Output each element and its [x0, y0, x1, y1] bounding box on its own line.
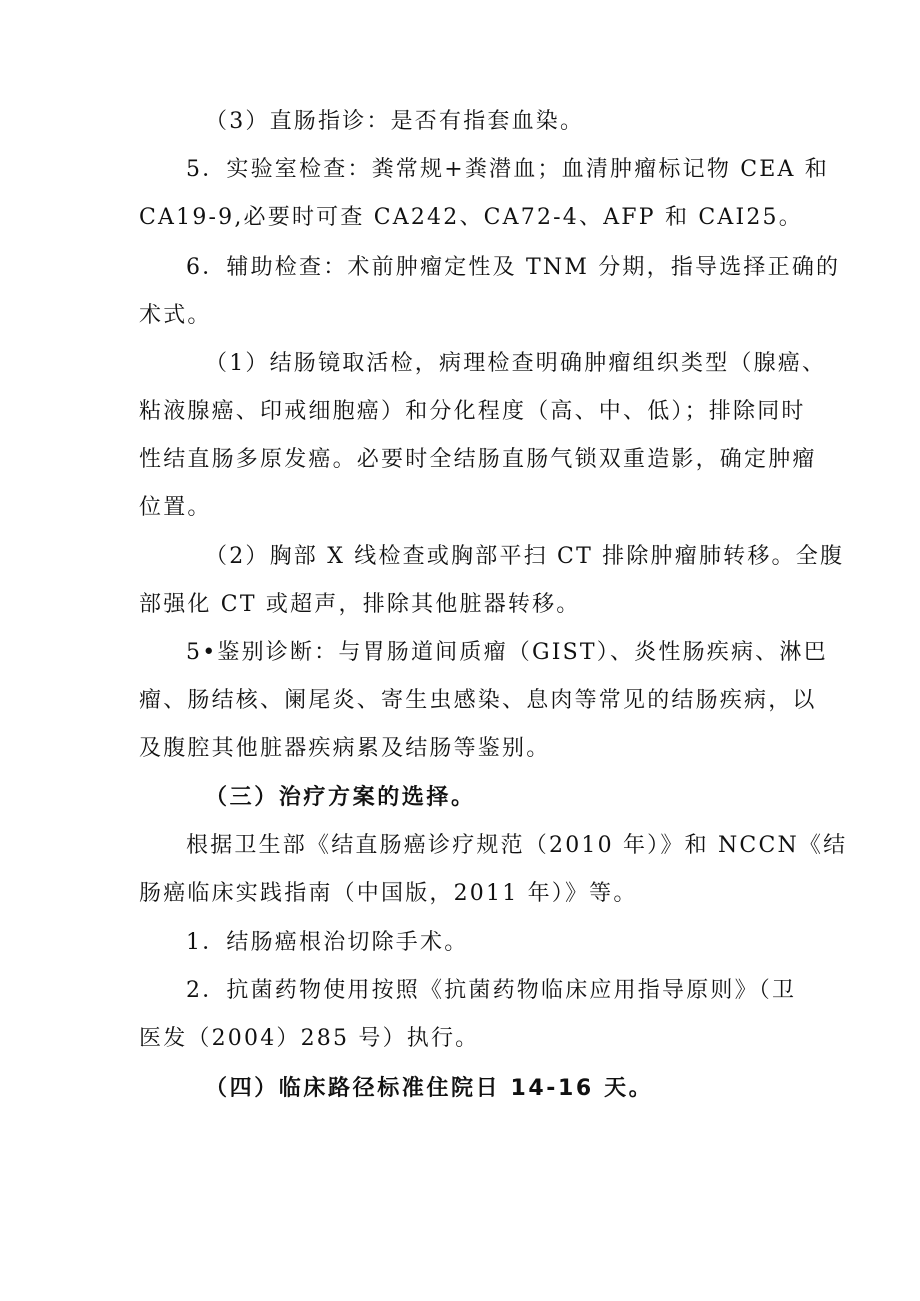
paragraph-colonoscopy-cont-3: 位置。: [139, 495, 212, 520]
paragraph-colonoscopy-cont-1: 粘液腺癌、印戒细胞癌）和分化程度（高、中、低）；排除同时: [139, 399, 806, 424]
paragraph-lab-tests-cont: CA19-9,必要时可查 CA242、CA72-4、AFP 和 CAI25。: [139, 205, 803, 230]
paragraph-treatment-basis-cont: 肠癌临床实践指南（中国版，2011 年）》等。: [139, 881, 638, 906]
paragraph-antibiotics: 2．抗菌药物使用按照《抗菌药物临床应用指导原则》（卫: [186, 978, 797, 1003]
paragraph-antibiotics-cont: 医发（2004）285 号）执行。: [139, 1026, 480, 1051]
paragraph-colonoscopy-cont-2: 性结直肠多原发癌。必要时全结肠直肠气锁双重造影，确定肿瘤: [139, 447, 817, 472]
paragraph-aux-exam: 6．辅助检查：术前肿瘤定性及 TNM 分期，指导选择正确的: [186, 255, 841, 280]
paragraph-lab-tests: 5．实验室检查：粪常规+粪潜血；血清肿瘤标记物 CEA 和: [186, 157, 829, 182]
paragraph-colonoscopy: （1）结肠镜取活检，病理检查明确肿瘤组织类型（腺癌、: [205, 351, 827, 376]
paragraph-chest-ct: （2）胸部 X 线检查或胸部平扫 CT 排除肿瘤肺转移。全腹: [205, 544, 845, 569]
paragraph-radical-resection: 1．结肠癌根治切除手术。: [186, 930, 469, 955]
paragraph-rectal-exam: （3）直肠指诊：是否有指套血染。: [205, 109, 585, 134]
paragraph-aux-exam-cont: 术式。: [139, 303, 212, 328]
paragraph-treatment-basis: 根据卫生部《结直肠癌诊疗规范（2010 年）》和 NCCN《结: [186, 833, 848, 858]
paragraph-differential-diagnosis: 5•鉴别诊断：与胃肠道间质瘤（GIST）、炎性肠疾病、淋巴: [186, 640, 828, 665]
paragraph-differential-diagnosis-cont-2: 及腹腔其他脏器疾病累及结肠等鉴别。: [139, 736, 551, 761]
paragraph-differential-diagnosis-cont-1: 瘤、肠结核、阑尾炎、寄生虫感染、息肉等常见的结肠疾病，以: [139, 688, 817, 713]
paragraph-chest-ct-cont: 部强化 CT 或超声，排除其他脏器转移。: [139, 592, 581, 617]
section-heading-standard-stay: （四）临床路径标准住院日 14-16 天。: [205, 1076, 654, 1101]
section-heading-treatment: （三）治疗方案的选择。: [205, 785, 476, 810]
